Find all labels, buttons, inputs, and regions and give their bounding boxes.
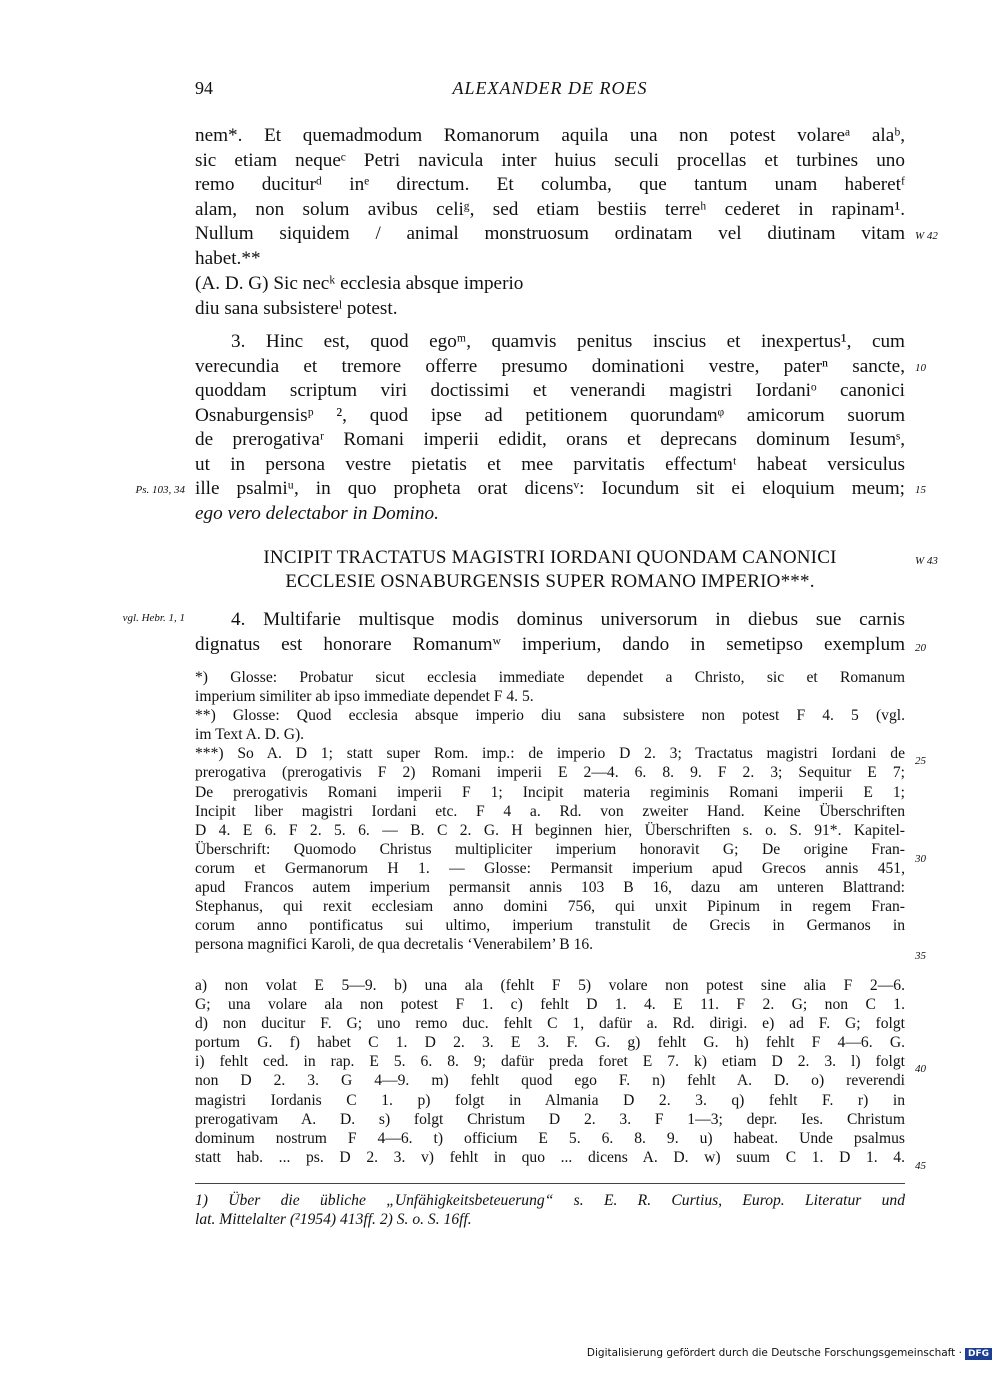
- footnote-line: lat. Mittelalter (²1954) 413ff. 2) S. o. S. 16ff.: [195, 1211, 472, 1229]
- apparatus-line: G; una volare ala non potest F 1. c) fehlt D 1. 4. E 11. F 2. G; non C 1.: [195, 996, 905, 1014]
- critical-apparatus: [195, 976, 905, 1167]
- gloss-line: imperium similiter ab ipso immediate dependet F 4. 5.: [195, 688, 534, 706]
- dfg-logo: DFG: [965, 1348, 992, 1360]
- margin-note-hebr: vgl. Hebr. 1, 1: [122, 612, 185, 624]
- text-line: quoddam scriptum viri doctissimi et venerandi magistri Iordaniᵒ canonici: [195, 380, 905, 401]
- apparatus-line: statt hab. ... ps. D 2. 3. v) fehlt in quo ... dicens A. D. w) suum C 1. D 1. 4.: [195, 1148, 905, 1166]
- apparatus-line: prerogativam A. D. s) folgt Christum D 2. 3. F 1—3; depr. Ies. Christum: [195, 1110, 905, 1128]
- margin-note-w43: W 43: [915, 555, 938, 567]
- margin-line-number: 35: [915, 950, 926, 962]
- paragraph-3: [195, 330, 905, 526]
- margin-note-ps: Ps. 103, 34: [135, 484, 185, 496]
- apparatus-line: magistri Iordanis C 1. p) folgt in Almania D 2. 3. q) fehlt F. r) in: [195, 1091, 905, 1109]
- footnote-rule: [195, 1183, 905, 1184]
- text-line: dignatus est honorare Romanumʷ imperium, dando in semetipso exemplum: [195, 633, 905, 655]
- text-line: ut in persona vestre pietatis et mee parvitatis effectumᵗ habeat versiculus: [195, 453, 905, 475]
- footer-text: Digitalisierung gefördert durch die Deutsche Forschungsgemeinschaft ·: [586, 1347, 962, 1359]
- apparatus-line: portum G. f) habet C 1. D 2. 3. E 3. F. G. g) fehlt G. h) fehlt F 4—6. G.: [195, 1034, 905, 1052]
- page-number: 94: [195, 78, 213, 98]
- gloss-line: Incipit liber magistri Iordani etc. F 4 a. Rd. von zweiter Hand. Keine Überschriften: [195, 802, 905, 820]
- heading-line: INCIPIT TRACTATUS MAGISTRI IORDANI QUONDAM CANONICI: [263, 547, 837, 568]
- gloss-line: Stephanus, qui rexit ecclesiam anno domini 756, qui unxit Pipinum in regem Fran-: [195, 898, 905, 916]
- gloss-line: *) Glosse: Probatur sicut ecclesia immediate dependet a Christo, sic et Romanum: [195, 669, 905, 686]
- apparatus-line: non D 2. 3. G 4—9. m) fehlt quod ego F. n) fehlt A. D. o) reverendi: [195, 1072, 905, 1090]
- text-line: nem*. Et quemadmodum Romanorum aquila una non potest volareᵃ alaᵇ,: [195, 125, 905, 146]
- text-line: habet.**: [195, 247, 261, 269]
- main-text: [195, 124, 905, 271]
- text-line: ille psalmiᵘ, in quo propheta orat dicensᵛ: Iocundum sit ei eloquium meum;: [195, 478, 905, 499]
- margin-line-number: 40: [915, 1063, 926, 1075]
- verse: [195, 272, 905, 321]
- text-line: 4. Multifarie multisque modis dominus universorum in diebus sue carnis: [231, 609, 905, 630]
- gloss-line: Überschrift: Quomodo Christus multipliciter imperium honoravit G; De origine Fran-: [195, 840, 905, 858]
- margin-line-number: 45: [915, 1160, 926, 1172]
- apparatus-line: d) non ducitur F. G; uno remo duc. fehlt C 1, dafür a. Rd. dirigi. e) ad F. G; folgt: [195, 1015, 905, 1033]
- footnotes: [195, 1191, 905, 1229]
- text-line: verecundia et tremore offerre presumo dominationi vestre, paterⁿ sancte,: [195, 355, 905, 377]
- text-line: remo duciturᵈ inᵉ directum. Et columba, que tantum unam haberetᶠ: [195, 174, 905, 195]
- gloss-line: apud Francos autem imperium permansit annis 103 B 16, dazu am unteren Blattrand:: [195, 879, 905, 897]
- text-line: sic etiam nequeᶜ Petri navicula inter huius seculi procellas et turbines uno: [195, 149, 905, 171]
- text-line: 3. Hinc est, quod egoᵐ, quamvis penitus inscius et inexpertus¹, cum: [231, 331, 905, 352]
- section-heading: [195, 546, 905, 594]
- gloss-line: De prerogativis Romani imperii F 1; Incipit materia regiminis Romani imperii E 1;: [195, 783, 905, 801]
- gloss-line: prerogativa (prerogativis F 2) Romani imperii E 2—4. 6. 8. 9. F 2. 3; Sequitur E 7;: [195, 764, 905, 782]
- gloss-line: persona magnifici Karoli, de qua decretalis ‘Venerabilem’ B 16.: [195, 936, 594, 954]
- heading-line: ECCLESIE OSNABURGENSIS SUPER ROMANO IMPERIO***.: [285, 571, 815, 592]
- apparatus-line: dominum nostrum F 4—6. t) officium E 5. 6. 8. 9. u) habeat. Unde psalmus: [195, 1129, 905, 1147]
- margin-line-number: 30: [915, 853, 926, 865]
- paragraph-4: [195, 608, 905, 657]
- text-line: diu sana subsistereˡ potest.: [195, 297, 398, 319]
- text-line: ego vero delectabor in Domino.: [195, 502, 439, 524]
- gloss-line: corum et Germanorum H 1. — Glosse: Permansit imperium apud Grecos annis 451,: [195, 859, 905, 877]
- gloss-line: ***) So A. D 1; statt super Rom. imp.: de imperio D 2. 3; Tractatus magistri Iordani de: [195, 745, 905, 763]
- digitization-footer: [587, 1347, 992, 1360]
- text-line: alam, non solum avibus celiᵍ, sed etiam bestiis terreʰ cederet in rapinam¹.: [195, 198, 905, 220]
- margin-line-number: 15: [915, 484, 926, 496]
- apparatus-line: a) non volat E 5—9. b) una ala (fehlt F 5) volare non potest sine alia F 2—6.: [195, 977, 905, 994]
- text-line: de prerogativaʳ Romani imperii edidit, orans et deprecans dominum Iesumˢ,: [195, 429, 905, 450]
- glosses: [195, 668, 905, 954]
- gloss-line: corum anno pontificatus sui ultimo, imperium transtulit de Grecis in Germanos in: [195, 917, 905, 935]
- text-line: Osnaburgensisᵖ ², quod ipse ad petitionem quorundamᵠ amicorum suorum: [195, 404, 905, 426]
- text-line: Nullum siquidem / animal monstruosum ordinatam vel diutinam vitam: [195, 223, 905, 244]
- gloss-line: **) Glosse: Quod ecclesia absque imperio diu sana subsistere non potest F 4. 5 (vgl.: [195, 707, 905, 725]
- footnote-line: 1) Über die übliche „Unfähigkeitsbeteuerung“ s. E. R. Curtius, Europ. Literatur und: [195, 1192, 905, 1209]
- margin-line-number: 10: [915, 362, 926, 374]
- margin-note-w42: W 42: [915, 230, 938, 242]
- margin-line-number: 25: [915, 755, 926, 767]
- gloss-line: D 4. E 6. F 2. 5. 6. — B. C 2. G. H beginnen hier, Überschriften s. o. S. 91*. Kapitel-: [195, 821, 905, 839]
- gloss-line: im Text A. D. G).: [195, 726, 305, 744]
- margin-line-number: 20: [915, 642, 926, 654]
- text-line: (A. D. G) Sic necᵏ ecclesia absque imperio: [195, 273, 524, 294]
- running-title: ALEXANDER DE ROES: [452, 78, 648, 98]
- apparatus-line: i) fehlt ced. in rap. E 5. 6. 8. 9; dafür preda foret E 7. k) etiam D 2. 3. l) folgt: [195, 1053, 905, 1071]
